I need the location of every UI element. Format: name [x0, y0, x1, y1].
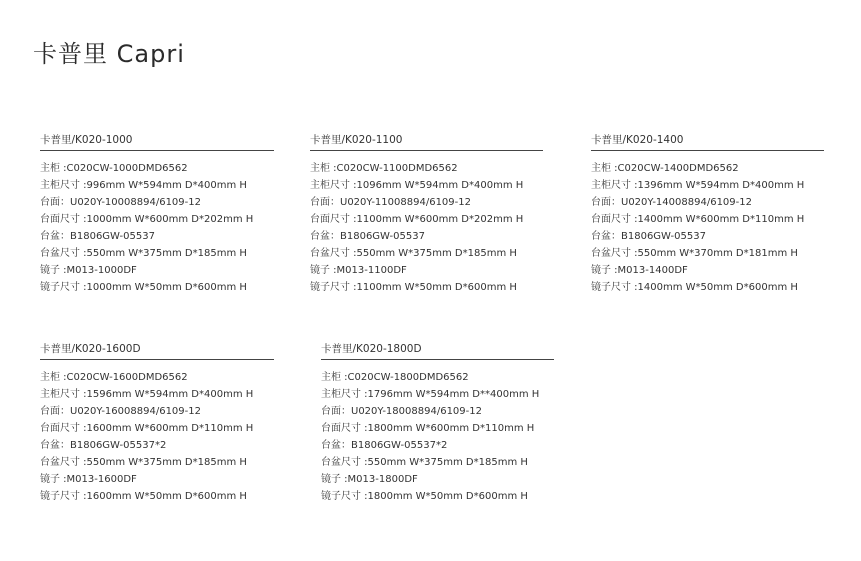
spec-row-countertop: 台面：U020Y-10008894/6109-12 — [40, 197, 201, 208]
spec-block-k020-1000 — [40, 133, 274, 296]
spec-row-cabinet-size: 主柜尺寸 :1796mm W*594mm D**400mm H — [321, 389, 540, 400]
spec-block-k020-1400 — [591, 133, 824, 296]
spec-row-mirror-size: 镜子尺寸 :1100mm W*50mm D*600mm H — [310, 282, 517, 293]
spec-row-cabinet-size: 主柜尺寸 :1596mm W*594mm D*400mm H — [40, 389, 254, 400]
spec-row-countertop-size: 台面尺寸 :1800mm W*600mm D*110mm H — [321, 423, 535, 434]
spec-row-countertop-size: 台面尺寸 :1000mm W*600mm D*202mm H — [40, 214, 254, 225]
spec-row-cabinet-size: 主柜尺寸 :1396mm W*594mm D*400mm H — [591, 180, 805, 191]
spec-row-cabinet: 主柜 :C020CW-1000DMD6562 — [40, 163, 188, 174]
spec-row-basin: 台盆：B1806GW-05537 — [591, 231, 706, 242]
block-header: 卡普里/K020-1000 — [40, 133, 274, 151]
block-header: 卡普里/K020-1100 — [310, 133, 543, 151]
spec-row-mirror: 镜子 :M013-1100DF — [310, 265, 407, 276]
spec-row-cabinet: 主柜 :C020CW-1800DMD6562 — [321, 372, 469, 383]
spec-row-countertop: 台面：U020Y-18008894/6109-12 — [321, 406, 482, 417]
spec-row-countertop-size: 台面尺寸 :1100mm W*600mm D*202mm H — [310, 214, 524, 225]
spec-row-basin-size: 台盆尺寸 :550mm W*370mm D*181mm H — [591, 248, 798, 259]
page-title: 卡普里 Capri — [33, 40, 185, 68]
spec-block-k020-1100 — [310, 133, 543, 296]
spec-row-mirror: 镜子 :M013-1800DF — [321, 474, 418, 485]
spec-row-mirror: 镜子 :M013-1600DF — [40, 474, 137, 485]
spec-row-countertop-size: 台面尺寸 :1600mm W*600mm D*110mm H — [40, 423, 254, 434]
spec-row-countertop: 台面：U020Y-16008894/6109-12 — [40, 406, 201, 417]
spec-list — [40, 160, 274, 296]
spec-list — [321, 369, 554, 505]
spec-row-basin-size: 台盆尺寸 :550mm W*375mm D*185mm H — [40, 248, 247, 259]
spec-row-cabinet-size: 主柜尺寸 :996mm W*594mm D*400mm H — [40, 180, 247, 191]
spec-row-basin-size: 台盆尺寸 :550mm W*375mm D*185mm H — [321, 457, 528, 468]
spec-block-k020-1600d — [40, 342, 274, 505]
spec-row-basin: 台盆：B1806GW-05537*2 — [40, 440, 167, 451]
spec-row-mirror-size: 镜子尺寸 :1400mm W*50mm D*600mm H — [591, 282, 798, 293]
spec-row-basin: 台盆：B1806GW-05537 — [310, 231, 425, 242]
spec-row-basin-size: 台盆尺寸 :550mm W*375mm D*185mm H — [40, 457, 247, 468]
spec-list — [40, 369, 274, 505]
spec-row-basin: 台盆：B1806GW-05537*2 — [321, 440, 448, 451]
spec-row-countertop: 台面：U020Y-14008894/6109-12 — [591, 197, 752, 208]
spec-row-mirror-size: 镜子尺寸 :1000mm W*50mm D*600mm H — [40, 282, 247, 293]
spec-row-countertop: 台面：U020Y-11008894/6109-12 — [310, 197, 471, 208]
spec-row-countertop-size: 台面尺寸 :1400mm W*600mm D*110mm H — [591, 214, 805, 225]
spec-row-mirror: 镜子 :M013-1000DF — [40, 265, 137, 276]
block-header: 卡普里/K020-1600D — [40, 342, 274, 360]
spec-row-cabinet: 主柜 :C020CW-1600DMD6562 — [40, 372, 188, 383]
spec-row-basin: 台盆：B1806GW-05537 — [40, 231, 155, 242]
spec-list — [591, 160, 824, 296]
spec-row-basin-size: 台盆尺寸 :550mm W*375mm D*185mm H — [310, 248, 517, 259]
spec-row-cabinet: 主柜 :C020CW-1400DMD6562 — [591, 163, 739, 174]
block-header: 卡普里/K020-1800D — [321, 342, 554, 360]
spec-row-mirror-size: 镜子尺寸 :1600mm W*50mm D*600mm H — [40, 491, 247, 502]
spec-row-cabinet-size: 主柜尺寸 :1096mm W*594mm D*400mm H — [310, 180, 524, 191]
spec-row-mirror: 镜子 :M013-1400DF — [591, 265, 688, 276]
spec-block-k020-1800d — [321, 342, 554, 505]
spec-row-mirror-size: 镜子尺寸 :1800mm W*50mm D*600mm H — [321, 491, 528, 502]
block-header: 卡普里/K020-1400 — [591, 133, 824, 151]
spec-list — [310, 160, 543, 296]
spec-row-cabinet: 主柜 :C020CW-1100DMD6562 — [310, 163, 458, 174]
